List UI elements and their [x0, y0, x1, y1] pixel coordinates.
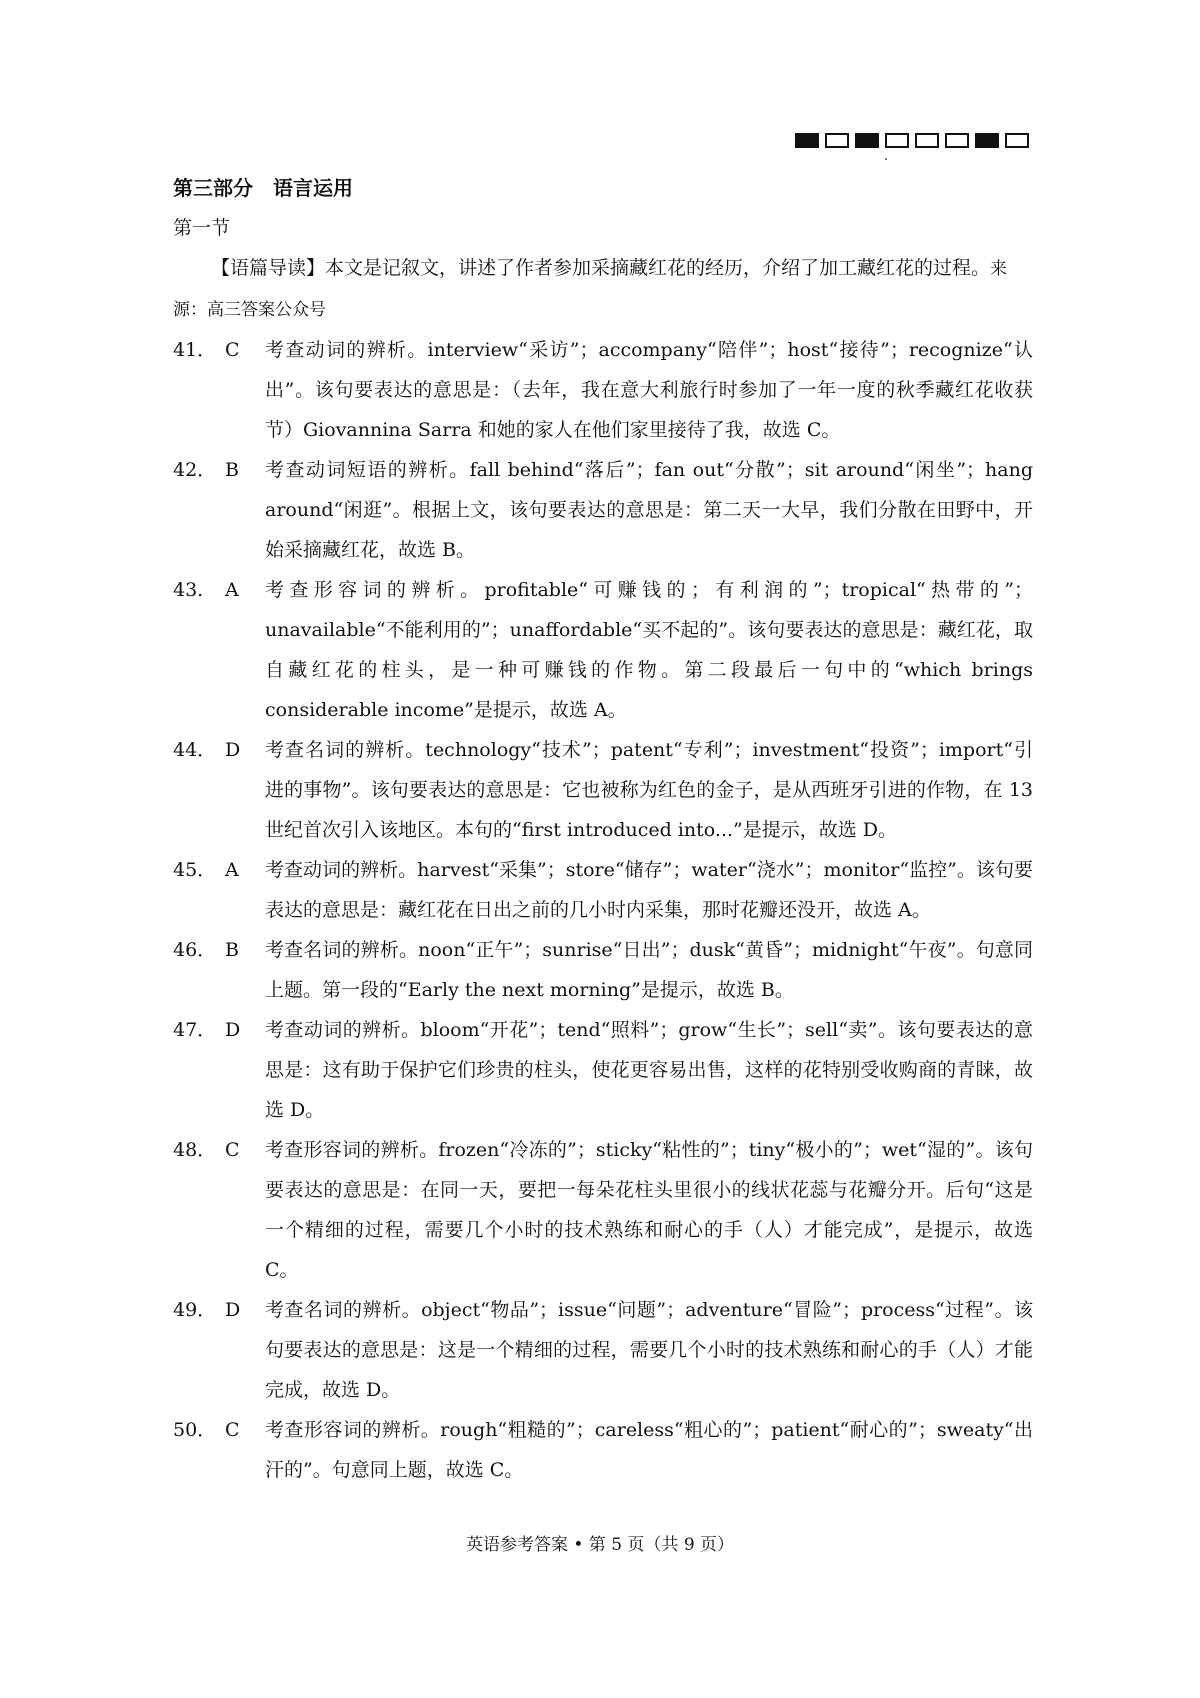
- answer-item: [173, 730, 1033, 850]
- answer-explanation: 考查形容词的辨析。frozen“冷冻的”；sticky“粘性的”；tiny“极小的”；wet“湿的”。该句要表达的意思是：在同一天，要把一每朵花柱头里很小的线状花蕊与花瓣分开。后句“这是一个精细的过程，需要几个小时的技术熟练和耐心的手（人）才能完成”，是提示，故选 C。: [265, 1139, 1033, 1281]
- answer-item: [173, 570, 1033, 730]
- question-number: 48．: [173, 1139, 217, 1161]
- answer-item: [173, 850, 1033, 930]
- answer-item: [173, 1290, 1033, 1410]
- question-number: 43.: [173, 579, 204, 601]
- answer-content: [173, 168, 1033, 1490]
- question-number: 44．: [173, 739, 217, 761]
- answer-explanation: 考查形容词的辨析。rough“粗糙的”；careless“粗心的”；patient“耐心的”；sweaty“出汗的”。句意同上题，故选 C。: [265, 1419, 1033, 1481]
- answer-item: [173, 930, 1033, 1010]
- answer-explanation: 考查名词的辨析。technology“技术”；patent“专利”；investment“投资”；import“引进的事物”。该句要表达的意思是：它也被称为红色的金子，是从西班牙引进的作物，在 13 世纪首次引入该地区。本句的“first introduced into...”是提示，故选 D。: [265, 739, 1033, 841]
- answer-letter: C: [225, 1419, 240, 1441]
- page-footer: 英语参考答案 • 第 5 页（共 9 页）: [465, 1535, 735, 1555]
- header-mark: [885, 133, 909, 148]
- header-mark: [915, 133, 939, 148]
- answer-explanation: 考查名词的辨析。object“物品”；issue“问题”；adventure“冒险”；process“过程”。该句要表达的意思是：这是一个精细的过程，需要几个小时的技术熟练和耐心的手（人）才能完成，故选 D。: [265, 1299, 1033, 1401]
- question-number: 42．: [173, 459, 217, 481]
- answer-explanation: 考查动词的辨析。bloom“开花”；tend“照料”；grow“生长”；sell“卖”。该句要表达的意思是：这有助于保护它们珍贵的柱头，使花更容易出售，这样的花特别受收购商的青睐，故选 D。: [265, 1019, 1033, 1121]
- answer-letter: C: [225, 1139, 240, 1161]
- intro-source: 来源：高三答案公众号: [173, 259, 1008, 320]
- question-number: 46．: [173, 939, 217, 961]
- answer-letter: D: [225, 1019, 241, 1041]
- answer-explanation: 考查形容词的辨析。profitable“可赚钱的；有利润的”；tropical“热带的”；unavailable“不能利用的”；unaffordable“买不起的”。该句要表达的意思是：藏红花，取自藏红花的柱头，是一种可赚钱的作物。第二段最后一句中的“which brings considerable income”是提示，故选 A。: [265, 579, 1033, 721]
- answer-letter: A: [225, 859, 239, 881]
- header-mark: [1005, 133, 1029, 148]
- answer-letter: C: [225, 339, 240, 361]
- answer-item: [173, 1010, 1033, 1130]
- answer-explanation: 考查动词的辨析。interview“采访”；accompany“陪伴”；host“接待”；recognize“认出”。该句要表达的意思是：（去年，我在意大利旅行时参加了一年一度的秋季藏红花收获节）Giovannina Sarra 和她的家人在他们家里接待了我，故选 C。: [265, 339, 1033, 441]
- answer-item: [173, 330, 1033, 450]
- question-number: 50．: [173, 1419, 217, 1441]
- answer-item: [173, 450, 1033, 570]
- subsection-title: 第一节: [173, 217, 231, 239]
- intro-text: 【语篇导读】本文是记叙文，讲述了作者参加采摘藏红花的经历，介绍了加工藏红花的过程。: [211, 257, 991, 279]
- answer-letter: B: [225, 939, 239, 961]
- passage-intro: [173, 248, 1033, 330]
- answer-explanation: 考查名词的辨析。noon“正午”；sunrise“日出”；dusk“黄昏”；midnight“午夜”。句意同上题。第一段的“Early the next morning”是提示，故选 B。: [265, 939, 1033, 1001]
- question-number: 45．: [173, 859, 217, 881]
- answer-letter: A: [225, 579, 239, 601]
- answer-explanation: 考查动词短语的辨析。fall behind“落后”；fan out“分散”；sit around“闲坐”；hang around“闲逛”。根据上文，该句要表达的意思是：第二天一大早，我们分散在田野中，开始采摘藏红花，故选 B。: [265, 459, 1033, 561]
- question-number: 49．: [173, 1299, 217, 1321]
- answer-letter: B: [225, 459, 239, 481]
- section-title: 第三部分 语言运用: [173, 176, 353, 200]
- header-mark: [825, 133, 849, 148]
- answer-letter: D: [225, 1299, 241, 1321]
- answer-item: [173, 1410, 1033, 1490]
- answer-list: [173, 330, 1033, 1490]
- answer-letter: D: [225, 739, 241, 761]
- answer-explanation: 考查动词的辨析。harvest“采集”；store“储存”；water“浇水”；monitor“监控”。该句要表达的意思是：藏红花在日出之前的几小时内采集，那时花瓣还没开，故选 A。: [265, 859, 1033, 921]
- header-marks: [795, 133, 1029, 148]
- header-mark: [945, 133, 969, 148]
- scan-dot: [885, 158, 887, 160]
- header-mark: [855, 133, 879, 148]
- question-number: 47．: [173, 1019, 217, 1041]
- header-mark: [975, 133, 999, 148]
- question-number: 41．: [173, 339, 217, 361]
- answer-item: [173, 1130, 1033, 1290]
- header-mark: [795, 133, 819, 148]
